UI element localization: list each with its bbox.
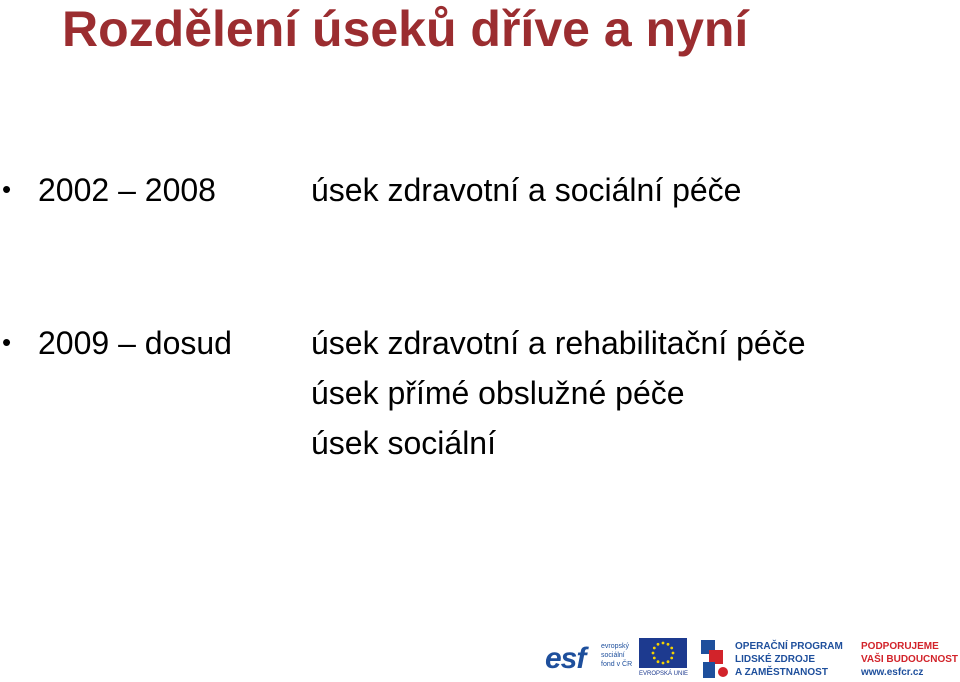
esf-line: fond v ČR xyxy=(601,661,633,668)
slogan-line: PODPORUJEME xyxy=(861,641,939,652)
op-line: A ZAMĚSTNANOST xyxy=(735,667,828,678)
footer-logos xyxy=(545,636,960,682)
bullet: • xyxy=(2,174,12,204)
op-line: OPERAČNÍ PROGRAM xyxy=(735,641,843,652)
esf-line: evropský xyxy=(601,643,630,650)
bullet: • xyxy=(2,327,12,357)
section-text: úsek sociální xyxy=(311,425,496,461)
period-label: 2009 – dosud xyxy=(38,325,232,361)
period-label: 2002 – 2008 xyxy=(38,172,216,208)
eu-label: EVROPSKÁ UNIE xyxy=(639,671,689,677)
section-text: úsek přímé obslužné péče xyxy=(311,375,685,411)
slogan-logo xyxy=(861,640,958,679)
slogan-url: www.esfcr.cz xyxy=(861,667,924,678)
esf-logo xyxy=(545,638,635,680)
eu-logo xyxy=(639,638,693,680)
section-text: úsek zdravotní a rehabilitační péče xyxy=(311,325,806,361)
op-logo xyxy=(701,640,851,680)
slide-title: Rozdělení úseků dříve a nyní xyxy=(62,1,749,57)
esf-text xyxy=(601,642,632,669)
section-text: úsek zdravotní a sociální péče xyxy=(311,172,742,208)
eu-flag-icon xyxy=(639,638,687,668)
slogan-line: VAŠI BUDOUCNOST xyxy=(861,654,959,665)
op-figure-icon xyxy=(701,640,731,680)
op-text xyxy=(735,640,843,679)
esf-mark: esf xyxy=(545,642,586,675)
op-line: LIDSKÉ ZDROJE xyxy=(735,654,816,665)
esf-line: sociální xyxy=(601,652,625,659)
